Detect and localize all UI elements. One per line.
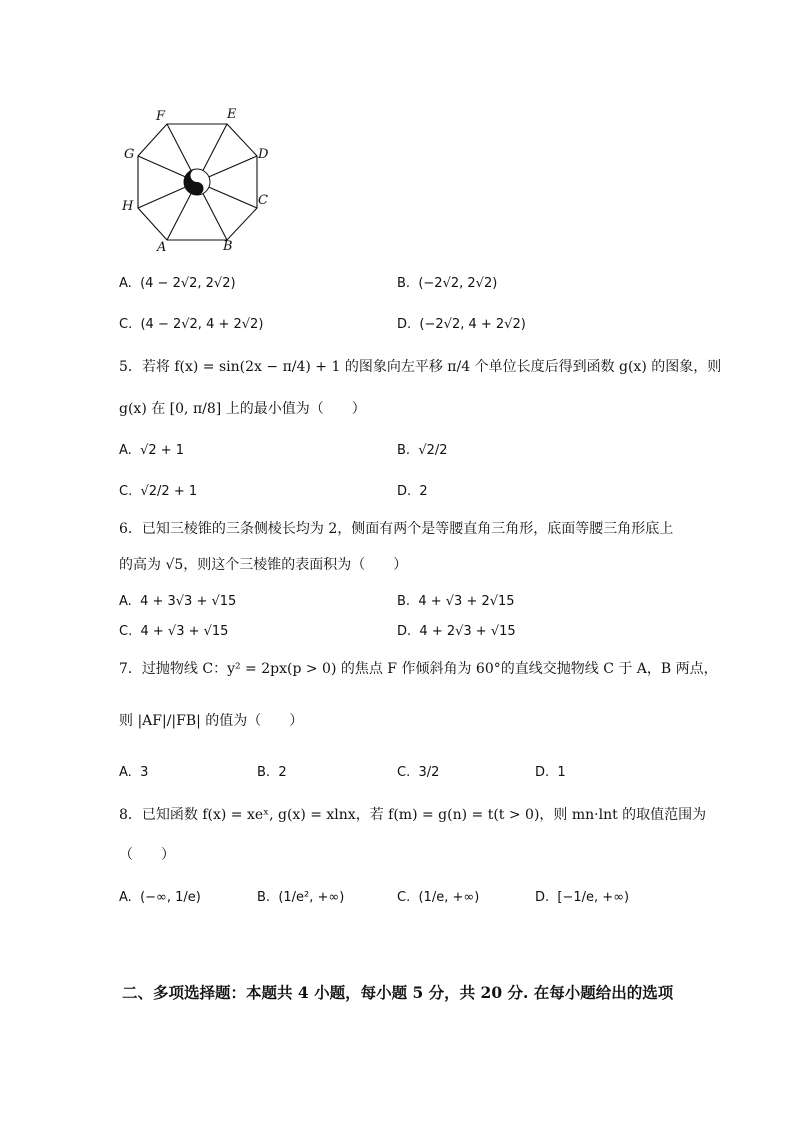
option-text: [−1/e, +∞) (557, 890, 630, 905)
q6-option-b[interactable] (397, 595, 515, 608)
q5-option-d[interactable] (397, 485, 428, 498)
option-label: C. (119, 484, 133, 499)
vertex-label-b: B (223, 239, 233, 254)
option-label: B. (257, 890, 271, 905)
q4-option-c[interactable] (119, 318, 263, 331)
section-heading: 二、多项选择题：本题共 4 小题，每小题 5 分，共 20 分. 在每小题给出的选项 (122, 983, 674, 1002)
option-label: D. (535, 890, 550, 905)
octagon-taiji-figure (115, 100, 285, 260)
q6-option-c[interactable] (119, 625, 228, 638)
option-text: 2 (419, 484, 428, 499)
vertex-label-a: A (157, 240, 167, 255)
option-text: (1/e², +∞) (278, 890, 345, 905)
option-text: (4 − 2√2, 2√2) (140, 276, 236, 291)
option-label: C. (119, 317, 133, 332)
vertex-label-h: H (122, 199, 134, 214)
q7-stem-line2: 则 |AF|/|FB| 的值为（ ） (119, 713, 304, 729)
option-text: (−∞, 1/e) (140, 890, 201, 905)
q8-option-d[interactable] (535, 891, 629, 904)
option-text: 2 (278, 765, 287, 780)
option-label: A. (119, 765, 132, 780)
q5-option-c[interactable] (119, 485, 197, 498)
q7-option-c[interactable] (397, 766, 439, 779)
q8-option-b[interactable] (257, 891, 344, 904)
option-label: B. (397, 594, 411, 609)
q8-stem-line1: 8．已知函数 f(x) = xeˣ, g(x) = xlnx，若 f(m) = g(n) = t(t > 0)，则 mn·lnt 的取值范围为 (119, 807, 707, 823)
option-label: A. (119, 276, 132, 291)
option-label: D. (397, 624, 412, 639)
option-label: C. (397, 890, 411, 905)
q4-option-d[interactable] (397, 318, 526, 331)
q5-option-b[interactable] (397, 444, 448, 457)
option-text: 3/2 (418, 765, 440, 780)
q7-stem-line1: 7．过抛物线 C：y² = 2px(p > 0) 的焦点 F 作倾斜角为 60°的直线交抛物线 C 于 A，B 两点， (119, 661, 718, 677)
q7-option-d[interactable] (535, 766, 566, 779)
q6-option-d[interactable] (397, 625, 516, 638)
option-text: (−2√2, 4 + 2√2) (419, 317, 526, 332)
option-text: √2 + 1 (140, 443, 185, 458)
option-text: 3 (140, 765, 149, 780)
option-label: B. (257, 765, 271, 780)
q8-option-c[interactable] (397, 891, 479, 904)
option-text: 4 + √3 + √15 (140, 624, 229, 639)
vertex-label-c: C (258, 193, 268, 208)
option-label: B. (397, 276, 411, 291)
option-label: B. (397, 443, 411, 458)
option-text: 4 + 3√3 + √15 (140, 594, 237, 609)
option-label: C. (397, 765, 411, 780)
option-label: A. (119, 594, 132, 609)
option-text: (4 − 2√2, 4 + 2√2) (140, 317, 264, 332)
q6-stem-line1: 6．已知三棱锥的三条侧棱长均为 2，侧面有两个是等腰直角三角形，底面等腰三角形底上 (119, 521, 674, 537)
option-label: A. (119, 443, 132, 458)
option-text: 4 + 2√3 + √15 (419, 624, 516, 639)
q6-option-a[interactable] (119, 595, 236, 608)
option-text: 4 + √3 + 2√15 (418, 594, 515, 609)
option-label: D. (535, 765, 550, 780)
option-label: A. (119, 890, 132, 905)
vertex-label-d: D (258, 147, 269, 162)
q7-option-a[interactable] (119, 766, 148, 779)
option-text: (−2√2, 2√2) (418, 276, 498, 291)
q5-stem-line2: g(x) 在 [0, π/8] 上的最小值为（ ） (119, 401, 366, 417)
option-text: 1 (557, 765, 566, 780)
option-text: √2/2 + 1 (140, 484, 198, 499)
option-text: √2/2 (418, 443, 448, 458)
q4-option-a[interactable] (119, 277, 236, 290)
q5-stem-line1: 5．若将 f(x) = sin(2x − π/4) + 1 的图象向左平移 π/4 个单位长度后得到函数 g(x) 的图象，则 (119, 359, 722, 375)
option-label: D. (397, 484, 412, 499)
q6-stem-line2: 的高为 √5，则这个三棱锥的表面积为（ ） (119, 557, 408, 573)
q5-option-a[interactable] (119, 444, 184, 457)
q8-option-a[interactable] (119, 891, 201, 904)
vertex-label-f: F (156, 109, 166, 124)
q7-option-b[interactable] (257, 766, 287, 779)
q4-option-b[interactable] (397, 277, 497, 290)
vertex-label-g: G (124, 147, 135, 162)
option-label: C. (119, 624, 133, 639)
option-label: D. (397, 317, 412, 332)
option-text: (1/e, +∞) (418, 890, 480, 905)
vertex-label-e: E (227, 107, 237, 122)
taiji-icon (184, 169, 210, 195)
q8-stem-line2: （ ） (119, 847, 175, 863)
